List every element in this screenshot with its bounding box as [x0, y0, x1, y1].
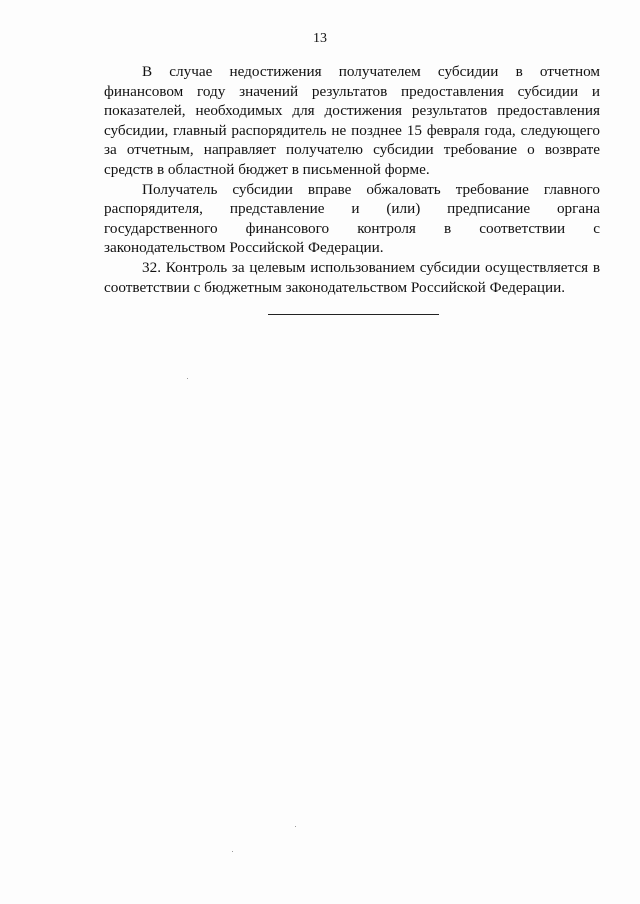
paragraph-32-control: 32. Контроль за целевым использованием субсидии осуществляется в соответствии с бюджетным законодательством Российской Федерации.: [104, 258, 600, 296]
scan-speck: [232, 851, 233, 852]
scan-speck: [187, 378, 188, 379]
document-body: [104, 62, 600, 297]
scan-speck: [295, 826, 296, 827]
paragraph-appeal-right: Получатель субсидии вправе обжаловать требование главного распорядителя, представление и (или) предписание органа государственного финансового контроля в соответствии с законодательством Российской Федерации.: [104, 180, 600, 257]
paragraph-return-requirement: В случае недостижения получателем субсидии в отчетном финансовом году значений результатов предоставления субсидии и показателей, необходимых для достижения результатов предоставления субсидии, главный распорядитель не позднее 15 февраля года, следующего за отчетным, направляет получателю субсидии требование о возврате средств в областной бюджет в письменной форме.: [104, 63, 600, 178]
page-number: 13: [313, 31, 327, 46]
end-of-text-rule: [268, 314, 439, 315]
